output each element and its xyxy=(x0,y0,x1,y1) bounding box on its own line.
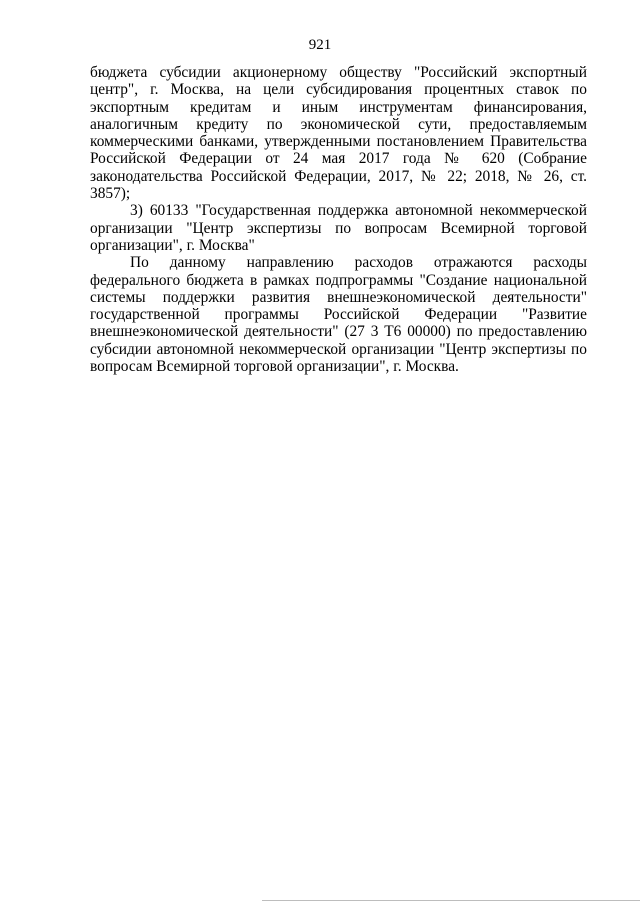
paragraph-subsidy-continuation: бюджета субсидии акционерному обществу "Российский экспортный центр", г. Москва, на цели субсидирования процентных ставок по экспортным кредитам и иным инструментам финансирования, аналогичным кредиту по экономической сути, предоставляемым коммерческими банками, утвержденными постановлением Правительства Российской Федерации от 24 мая 2017 года № 620 (Собрание законодательства Российской Федерации, 2017, № 22; 2018, № 26, ст. 3857); xyxy=(90,64,587,203)
paragraph-expense-description: По данному направлению расходов отражаются расходы федерального бюджета в рамках подпрограммы "Создание национальной системы поддержки развития внешнеэкономической деятельности" государственной программы Российской Федерации "Развитие внешнеэкономической деятельности" (27 3 Т6 00000) по предоставлению субсидии автономной некоммерческой организации "Центр экспертизы по вопросам Всемирной торговой организации", г. Москва. xyxy=(90,254,587,376)
page-number: 921 xyxy=(308,37,332,53)
scan-edge-line xyxy=(262,900,640,901)
paragraph-item-3-heading: 3) 60133 "Государственная поддержка автономной некоммерческой организации "Центр экспертизы по вопросам Всемирной торговой организации", г. Москва" xyxy=(90,202,587,254)
document-body xyxy=(90,64,587,375)
